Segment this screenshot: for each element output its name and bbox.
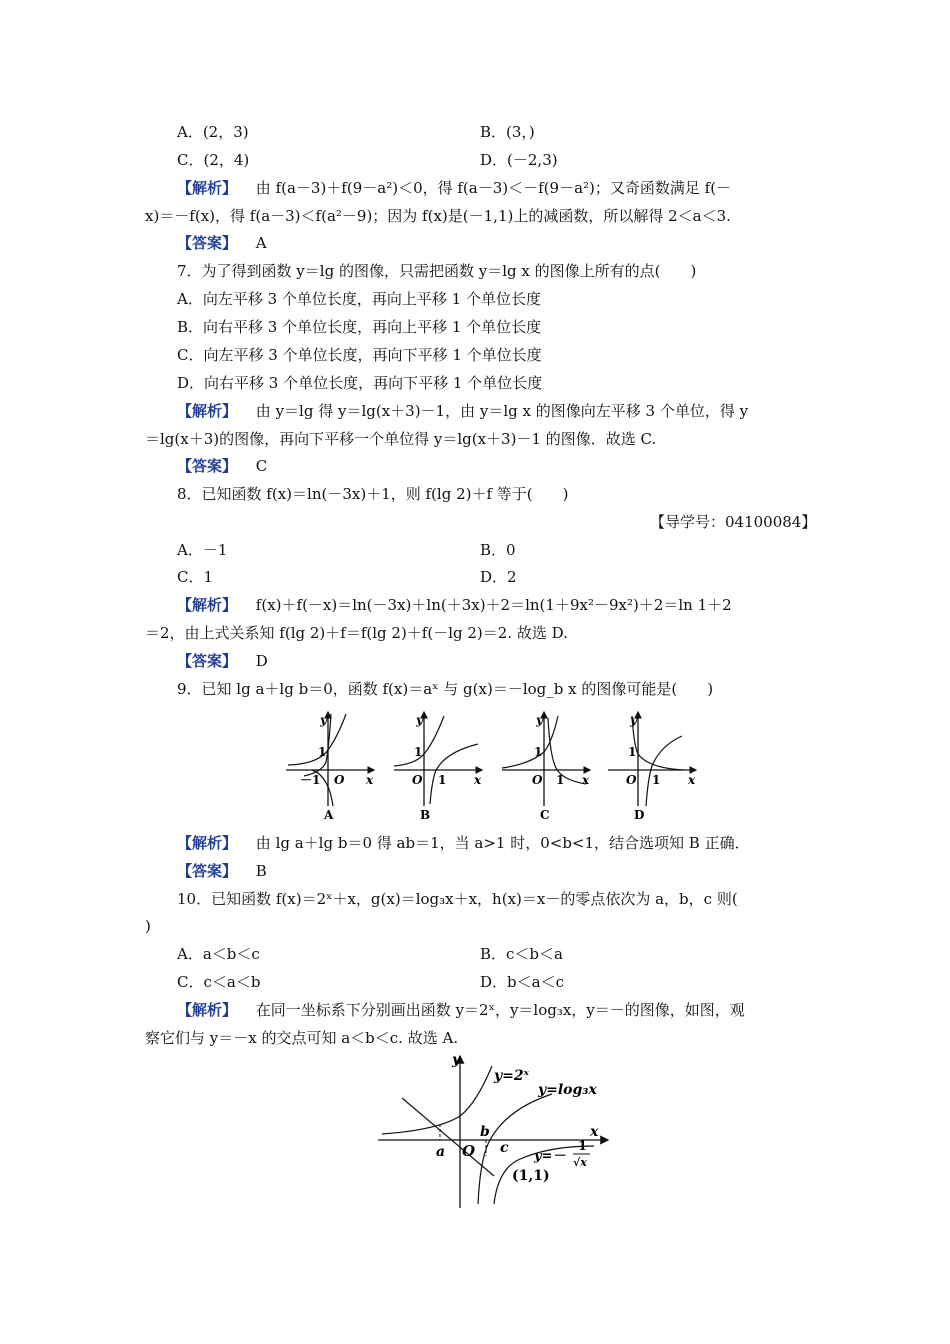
- x-label: x: [582, 773, 590, 787]
- q9-graph-b: [394, 712, 482, 822]
- tick-one: 1: [534, 745, 543, 759]
- q8-option-c: C．1: [177, 568, 214, 586]
- graph-label: A: [324, 808, 334, 822]
- q9-analysis: [177, 833, 750, 853]
- q9-analysis-text: 由 lg a＋lg b＝0 得 ab＝1，当 a>1 时，0<b<1，结合选项知 B 正确．: [255, 834, 750, 852]
- q8-option-d: D．2: [480, 568, 517, 586]
- x-label: x: [474, 773, 482, 787]
- q10-stem-end: ): [145, 917, 151, 935]
- q9-answer-value: B: [255, 862, 267, 880]
- analysis-label: 【解析】: [177, 1001, 238, 1019]
- q9-graph-c: [502, 712, 590, 822]
- origin-label: O: [626, 773, 637, 787]
- q8-stem: 8．已知函数 f(x)＝ln(－3x)＋1，则 f(lg 2)＋f 等于( ): [177, 485, 569, 503]
- exp-curve: [382, 1066, 492, 1134]
- q7-answer-value: C: [255, 457, 268, 475]
- q7-stem: 7．为了得到函数 y＝lg 的图像，只需把函数 y＝lg x 的图像上所有的点( ): [177, 262, 697, 280]
- q9-graph-d: [608, 712, 696, 822]
- q6-answer: [177, 233, 267, 253]
- q9-answer: [177, 861, 267, 881]
- y-label: y: [536, 713, 543, 727]
- analysis-label: 【解析】: [177, 834, 238, 852]
- graph-label: D: [634, 808, 645, 822]
- y-label: y: [630, 713, 637, 727]
- label-log: y=log₃x: [538, 1082, 597, 1098]
- q9-graph-a: [286, 712, 374, 822]
- q6-option-a: A．(2，3): [177, 123, 249, 141]
- q8-analysis-text1: f(x)＋f(－x)＝ln(－3x)＋ln(＋3x)＋2＝ln(1＋9x²－9x²)＋2＝ln 1＋2: [255, 596, 732, 614]
- q6-analysis-line1: [177, 178, 731, 198]
- y-label: y: [416, 713, 423, 727]
- analysis-label: 【解析】: [177, 402, 238, 420]
- tick-one: 1: [628, 745, 637, 759]
- q7-answer: [177, 456, 267, 476]
- answer-label: 【答案】: [177, 862, 238, 880]
- x-label: x: [688, 773, 696, 787]
- x-tick-one: 1: [556, 773, 565, 787]
- q7-option-c: C．向左平移 3 个单位长度，再向下平移 1 个单位长度: [177, 346, 542, 364]
- answer-label: 【答案】: [177, 234, 238, 252]
- q10-analysis-line2: 察它们与 y＝－x 的交点可知 a＜b＜c. 故选 A.: [145, 1029, 459, 1047]
- q10-figure: [376, 1052, 616, 1212]
- tick-one: 1: [414, 745, 423, 759]
- q8-analysis-line1: [177, 595, 732, 615]
- analysis-label: 【解析】: [177, 179, 238, 197]
- log-curve: [548, 718, 586, 784]
- q7-analysis-line1: [177, 401, 748, 421]
- label-neg-root: y=－: [534, 1149, 566, 1164]
- label-exp: y=2ˣ: [494, 1068, 529, 1084]
- tick-one: 1: [318, 745, 327, 759]
- q10-option-b: B．c＜b＜a: [480, 945, 563, 963]
- q6-analysis-text1: 由 f(a－3)＋f(9－a²)＜0，得 f(a－3)＜－f(9－a²)；又奇函数满足 f(－: [255, 179, 732, 197]
- q7-analysis-text1: 由 y＝lg 得 y＝lg(x＋3)－1，由 y＝lg x 的图像向左平移 3 个单位，得 y: [255, 402, 749, 420]
- q6-option-b: B．(3，): [480, 123, 535, 141]
- q6-answer-value: A: [255, 234, 267, 252]
- q9-graph-options: [282, 706, 702, 824]
- graph-label: B: [420, 808, 431, 822]
- q10-stem: 10．已知函数 f(x)＝2ˣ＋x，g(x)＝log₃x＋x，h(x)＝x－的零点依次为 a，b，c 则(: [177, 890, 738, 908]
- q8-option-a: A．－1: [177, 541, 228, 559]
- q10-analysis-line1: [177, 1000, 745, 1020]
- q7-option-a: A．向左平移 3 个单位长度，再向上平移 1 个单位长度: [177, 290, 541, 308]
- origin-label: O: [462, 1142, 476, 1160]
- q6-option-c: C．(2，4): [177, 151, 250, 169]
- analysis-label: 【解析】: [177, 596, 238, 614]
- x-tick-one: 1: [652, 773, 661, 787]
- q8-option-b: B．0: [480, 541, 516, 559]
- q6-analysis-line2: x)＝－f(x)，得 f(a－3)＜f(a²－9)；因为 f(x)是(－1,1)上的减函数，所以解得 2＜a＜3.: [145, 207, 731, 225]
- q8-answer-value: D: [255, 652, 268, 670]
- q10-option-d: D．b＜a＜c: [480, 973, 564, 991]
- q7-option-d: D．向右平移 3 个单位长度，再向下平移 1 个单位长度: [177, 374, 543, 392]
- y-label: y: [320, 713, 327, 727]
- q9-stem: 9．已知 lg a＋lg b＝0，函数 f(x)＝aˣ 与 g(x)＝－log_b x 的图像可能是( ): [177, 680, 714, 698]
- label-point: (1,1): [512, 1168, 550, 1184]
- x-tick-one: 1: [438, 773, 447, 787]
- label-b: b: [480, 1124, 490, 1140]
- label-neg-root-num: 1: [578, 1139, 588, 1154]
- q8-guide-number: 【导学号：04100084】: [650, 513, 817, 531]
- x-label: x: [366, 773, 374, 787]
- origin-label: O: [532, 773, 543, 787]
- exp-curve: [288, 714, 346, 765]
- q10-analysis-text1: 在同一坐标系下分别画出函数 y＝2ˣ，y＝log₃x，y＝－的图像，如图，观: [255, 1001, 745, 1019]
- answer-label: 【答案】: [177, 457, 238, 475]
- answer-label: 【答案】: [177, 652, 238, 670]
- label-neg-root-den: √x: [573, 1156, 587, 1169]
- log-curve: [646, 736, 682, 806]
- q10-option-c: C．c＜a＜b: [177, 973, 261, 991]
- exp-curve: [632, 716, 684, 770]
- label-c: c: [500, 1140, 509, 1156]
- label-a: a: [436, 1144, 446, 1160]
- origin-label: O: [334, 773, 345, 787]
- q6-option-d: D．(－2,3): [480, 151, 558, 169]
- tick-neg-one: －1: [300, 773, 321, 787]
- q7-analysis-line2: ＝lg(x＋3)的图像，再向下平移一个单位得 y＝lg(x＋3)－1 的图像．故选 C.: [145, 430, 657, 448]
- y-label: y: [452, 1052, 461, 1068]
- q10-option-a: A．a＜b＜c: [177, 945, 260, 963]
- q8-answer: [177, 651, 268, 671]
- graph-label: C: [540, 808, 550, 822]
- x-label: x: [590, 1124, 599, 1140]
- q8-analysis-line2: ＝2，由上式关系知 f(lg 2)＋f＝f(lg 2)＋f(－lg 2)＝2. 故选 D.: [145, 624, 568, 642]
- q7-option-b: B．向右平移 3 个单位长度，再向上平移 1 个单位长度: [177, 318, 542, 336]
- origin-label: O: [412, 773, 423, 787]
